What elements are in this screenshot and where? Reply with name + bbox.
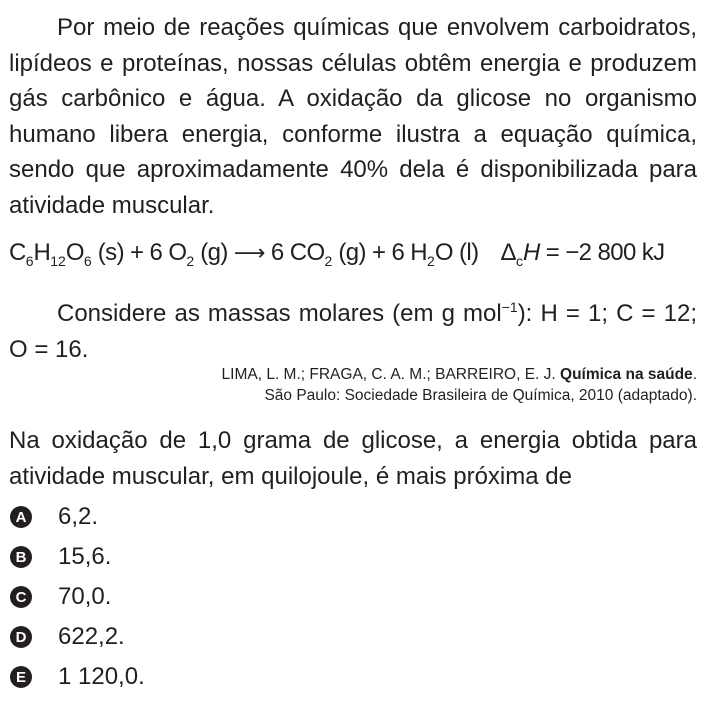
eq-subscript: 12 (50, 253, 66, 269)
reference-authors: LIMA, L. M.; FRAGA, C. A. M.; BARREIRO, E. J. (221, 366, 561, 383)
eq-state: (s) + 6 (91, 239, 169, 266)
option-e[interactable] (9, 657, 697, 697)
eq-subscript: 2 (427, 253, 435, 269)
eq-delta: Δ (500, 239, 516, 266)
eq-carbon-dioxide: 6 CO (264, 239, 325, 266)
option-c[interactable] (9, 577, 697, 617)
eq-enthalpy-value: = −2 800 kJ (539, 239, 665, 266)
option-text: 1 120,0. (58, 663, 145, 690)
eq-state: (l) (452, 239, 479, 266)
eq-state: (g) + 6 (332, 239, 411, 266)
eq-oxygen-gas: O (168, 239, 187, 266)
molar-exponent: −1 (501, 299, 518, 315)
eq-subscript: 6 (83, 253, 92, 269)
eq-water-h: H (410, 239, 428, 266)
reference-period: . (692, 366, 697, 383)
eq-carbon: C (9, 239, 26, 266)
option-text: 70,0. (58, 583, 112, 610)
eq-subscript: 6 (25, 253, 34, 269)
reaction-arrow-icon: ⟶ (233, 240, 265, 265)
intro-line: Por meio de reações químicas que envolvem (57, 14, 550, 41)
option-text: 6,2. (58, 503, 99, 530)
intro-line: energia e produzem gás carbônico e água. A oxidação (9, 49, 697, 112)
molar-text: ): H = 1; (517, 300, 608, 327)
reference-title: Química na saúde (560, 366, 693, 383)
option-b-badge-icon: B (10, 546, 32, 568)
intro-paragraph (9, 10, 697, 223)
option-text: 622,2. (58, 623, 125, 650)
option-c-badge-icon: C (10, 586, 32, 608)
option-e-badge-icon: E (10, 666, 32, 688)
answer-options (9, 497, 697, 697)
option-a-badge-icon: A (10, 506, 32, 528)
eq-subscript: 2 (324, 253, 333, 269)
molar-text: Considere as massas molares (em g mol (57, 300, 502, 327)
eq-enthalpy-symbol: H (522, 239, 540, 266)
intro-line: da glicose no organismo humano libera energia, conforme (9, 85, 698, 148)
option-a[interactable] (9, 497, 697, 537)
option-b[interactable] (9, 537, 697, 577)
question-line: para atividade muscular, em quilojoule, é mais próxima de (9, 427, 697, 490)
molar-values: C = 12; O = 16. (9, 300, 698, 363)
eq-subscript: c (515, 253, 523, 269)
molar-mass-paragraph (9, 290, 697, 367)
eq-oxygen: O (65, 239, 84, 266)
eq-water-o: O (434, 239, 453, 266)
option-text: 15,6. (58, 543, 112, 570)
intro-line: carboidratos, lipídeos e proteínas, nossas células obtêm (9, 14, 697, 77)
eq-hydrogen: H (33, 239, 51, 266)
intro-line: 40% dela é disponibilizada para atividade muscular. (9, 156, 698, 219)
intro-line: ilustra a equação química, sendo que aproximadamente (9, 120, 697, 183)
option-d-badge-icon: D (10, 626, 32, 648)
option-d[interactable] (9, 617, 697, 657)
eq-subscript: 2 (186, 253, 195, 269)
reference-publisher: São Paulo: Sociedade Brasileira de Química, 2010 (adaptado). (264, 387, 697, 404)
question-line: Na oxidação de 1,0 grama de glicose, a energia obtida (9, 427, 638, 454)
eq-state: (g) (194, 239, 234, 266)
chemical-equation (9, 239, 697, 269)
question-stem (9, 423, 697, 494)
reference-citation (9, 364, 697, 406)
